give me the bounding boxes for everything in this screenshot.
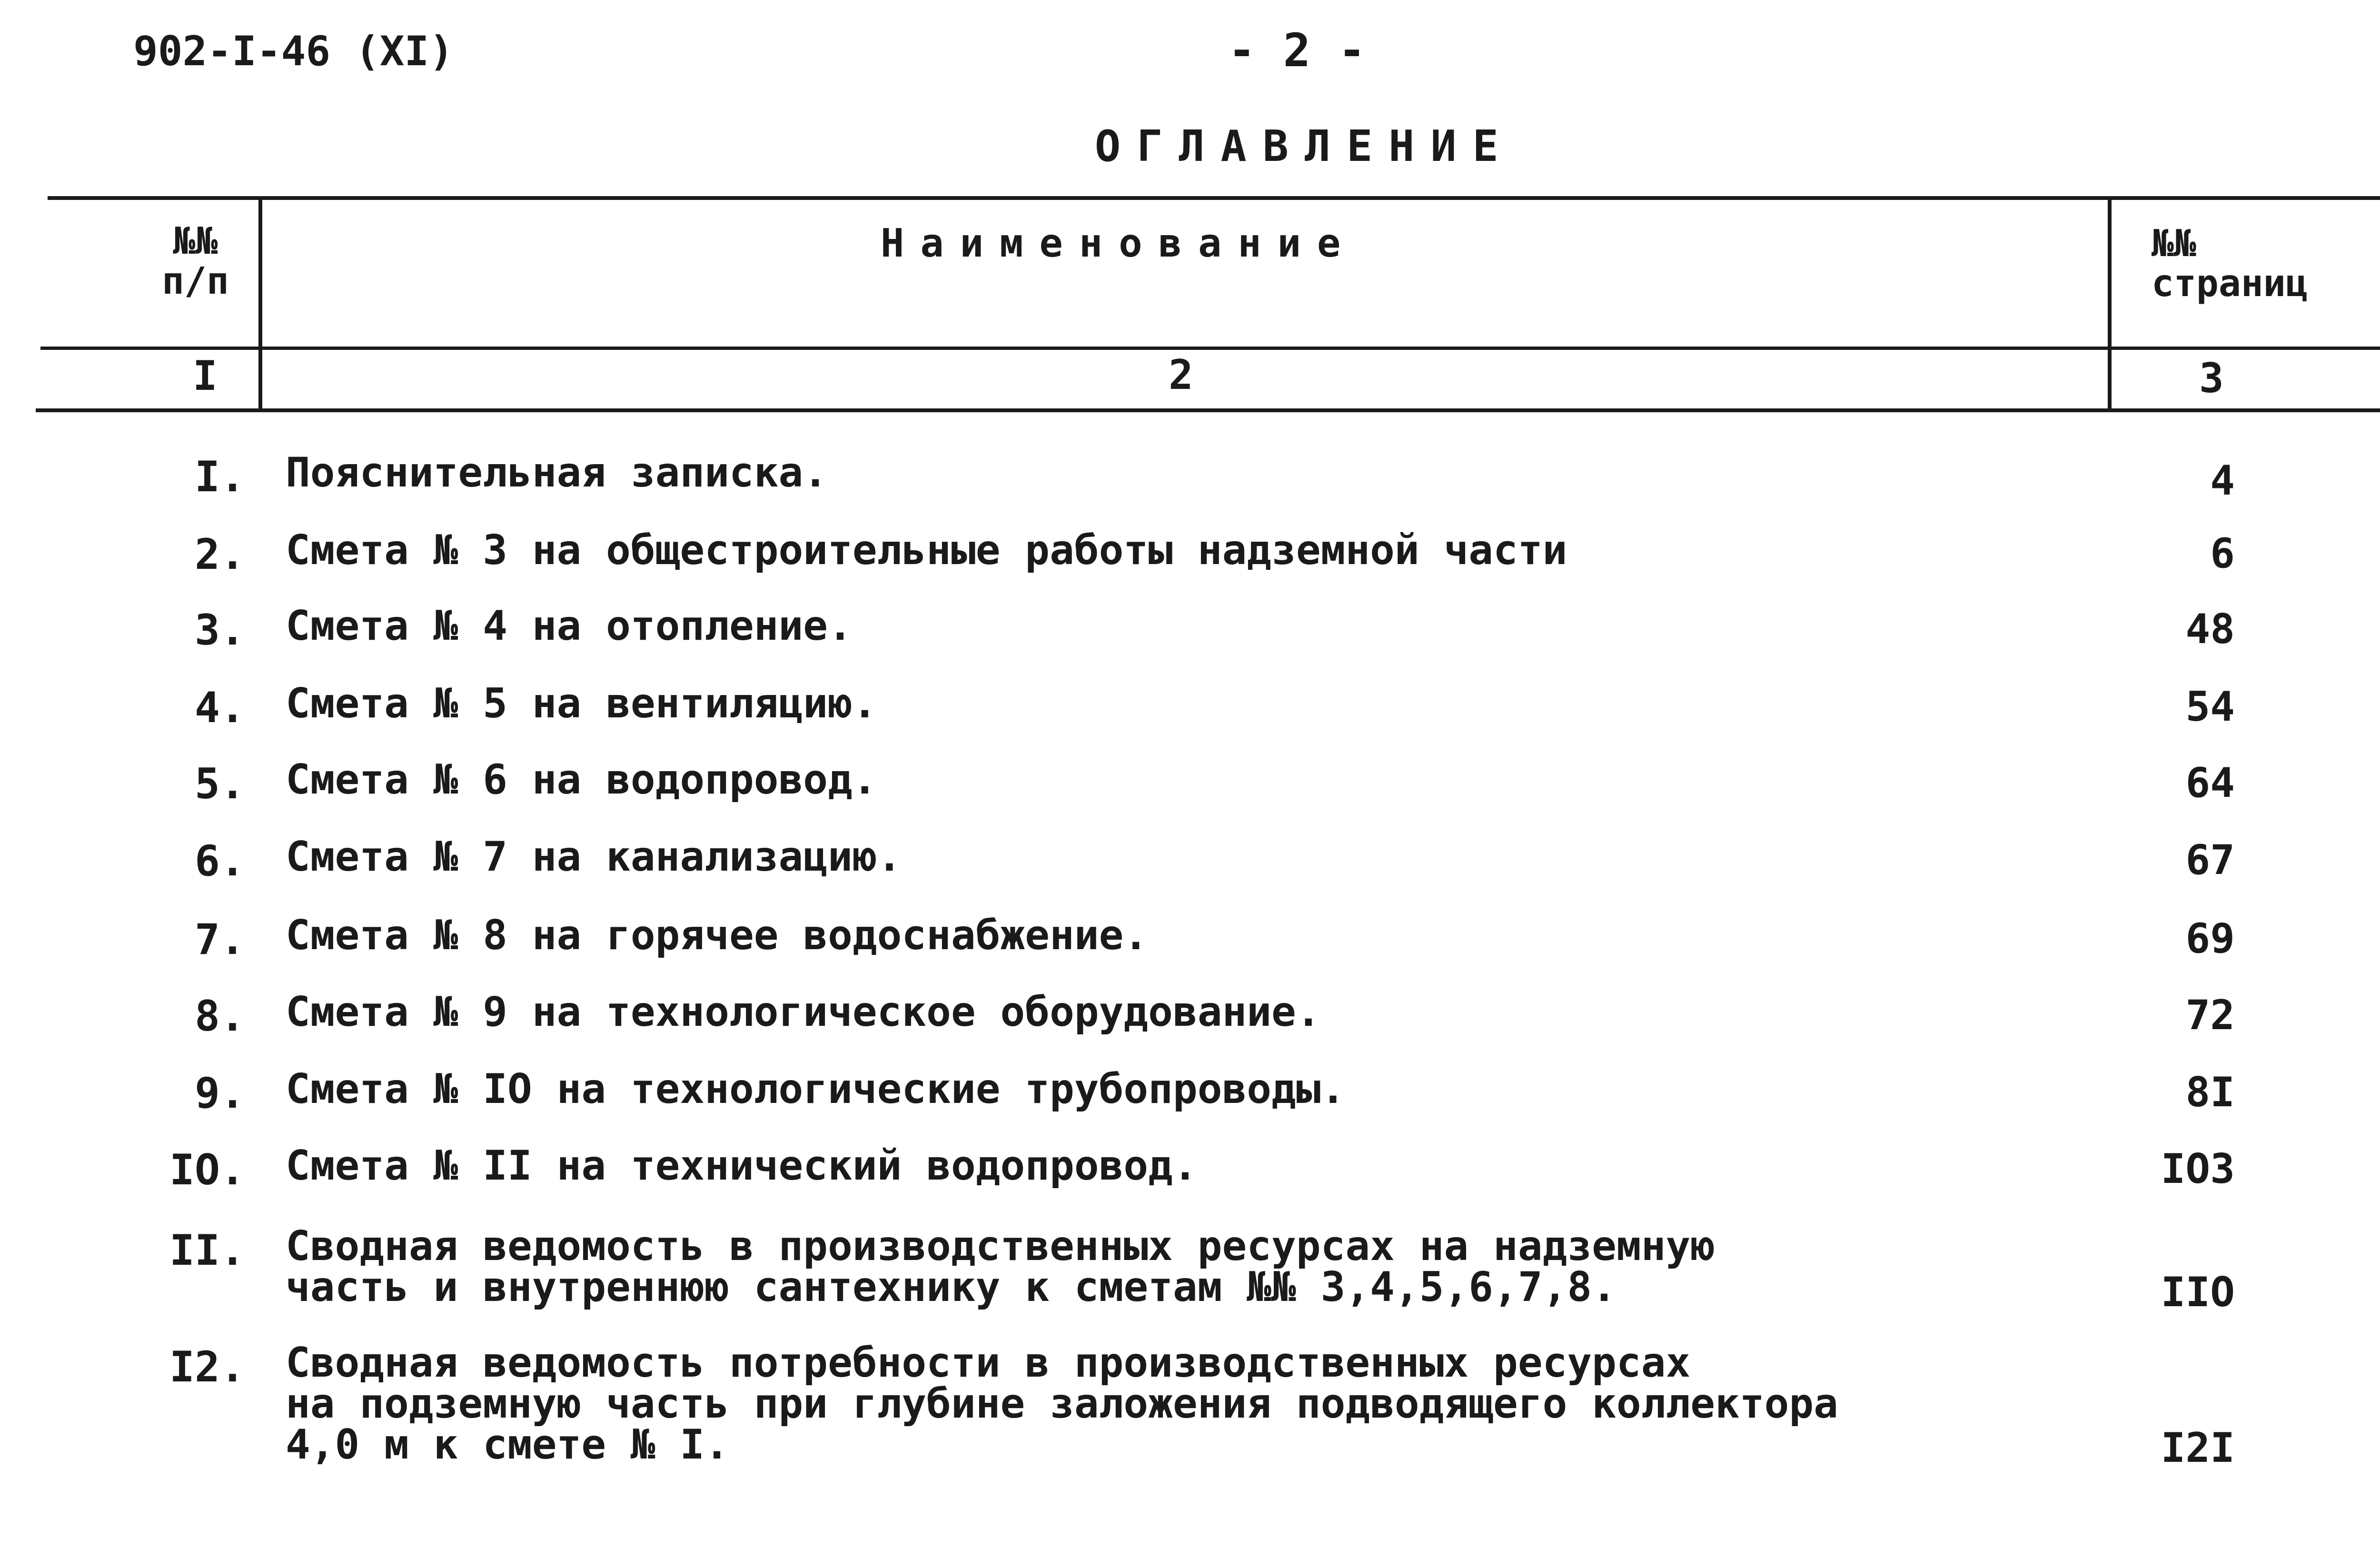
entry-page: 69 xyxy=(2185,915,2235,963)
toc-entry xyxy=(0,833,2380,885)
toc-entry xyxy=(0,912,2380,964)
entry-number: 4. xyxy=(195,683,245,732)
table-header-rule xyxy=(40,347,2380,350)
toc-entry xyxy=(0,602,2380,655)
entry-number: 2. xyxy=(195,530,245,579)
entry-number: II. xyxy=(169,1226,245,1275)
entry-page: 72 xyxy=(2185,992,2235,1039)
entry-page: 48 xyxy=(2185,605,2235,653)
table-top-rule xyxy=(48,196,2380,200)
table-divider-2 xyxy=(2108,196,2112,412)
toc-title: ОГЛАВЛЕНИЕ xyxy=(1095,121,1515,171)
entry-title: Смета № 5 на вентиляцию. xyxy=(286,680,877,727)
toc-entry xyxy=(0,526,2380,579)
entry-page: I2I xyxy=(2161,1424,2235,1472)
entry-page: IO3 xyxy=(2161,1145,2235,1193)
toc-entry xyxy=(0,1339,2380,1476)
entry-page: 6 xyxy=(2210,530,2235,577)
page-number: - 2 - xyxy=(1228,24,1366,77)
entry-number: 3. xyxy=(195,605,245,655)
column-number-1: I xyxy=(193,352,218,400)
entry-title: Смета № 8 на горячее водоснабжение. xyxy=(286,912,1149,959)
table-colnum-rule xyxy=(36,408,2380,412)
toc-entry xyxy=(0,756,2380,808)
entry-title: Смета № 9 на технологическое оборудование. xyxy=(286,988,1321,1036)
entry-page: 8I xyxy=(2185,1069,2235,1116)
toc-entry xyxy=(0,1142,2380,1194)
column-header-page: №№ страниц xyxy=(2152,222,2308,306)
entry-title: Смета № 3 на общестроительные работы надземной части xyxy=(286,526,1567,574)
entry-number: 9. xyxy=(195,1069,245,1118)
entry-number: IO. xyxy=(169,1145,245,1194)
toc-entry xyxy=(0,988,2380,1041)
entry-page: 64 xyxy=(2185,759,2235,807)
entry-title: Сводная ведомость потребности в производственных ресурсах на подземную часть при глубине заложения подводящего коллектора 4,0 м к смете № I. xyxy=(286,1339,1838,1469)
toc-entry xyxy=(0,1222,2380,1321)
entry-number: 8. xyxy=(195,992,245,1041)
document-code: 902-I-46 (XI) xyxy=(133,28,454,75)
entry-title: Смета № IO на технологические трубопроводы. xyxy=(286,1065,1346,1113)
toc-entry xyxy=(0,449,2380,505)
entry-number: I2. xyxy=(169,1342,245,1391)
entry-number: 5. xyxy=(195,759,245,808)
entry-number: I. xyxy=(195,452,245,501)
entry-page: 4 xyxy=(2210,457,2235,505)
entry-title: Смета № II на технический водопровод. xyxy=(286,1142,1198,1190)
entry-title: Смета № 7 на канализацию. xyxy=(286,833,902,881)
entry-number: 6. xyxy=(195,836,245,885)
entry-title: Сводная ведомость в производственных ресурсах на надземную часть и внутреннюю сантехнику к сметам №№ 3,4,5,6,7,8. xyxy=(286,1222,1716,1311)
column-header-number: №№ п/п xyxy=(162,220,229,303)
toc-entry xyxy=(0,1065,2380,1118)
entry-title: Пояснительная записка. xyxy=(286,449,828,496)
toc-entry xyxy=(0,680,2380,732)
column-number-2: 2 xyxy=(1169,351,1193,399)
column-number-3: 3 xyxy=(2199,355,2224,402)
table-divider-1 xyxy=(258,196,262,412)
entry-page: 54 xyxy=(2185,683,2235,731)
entry-page: 67 xyxy=(2185,836,2235,884)
entry-title: Смета № 4 на отопление. xyxy=(286,602,853,650)
column-header-name: Наименование xyxy=(881,221,1357,266)
entry-number: 7. xyxy=(195,915,245,964)
entry-title: Смета № 6 на водопровод. xyxy=(286,756,877,804)
entry-page: IIO xyxy=(2161,1269,2235,1316)
